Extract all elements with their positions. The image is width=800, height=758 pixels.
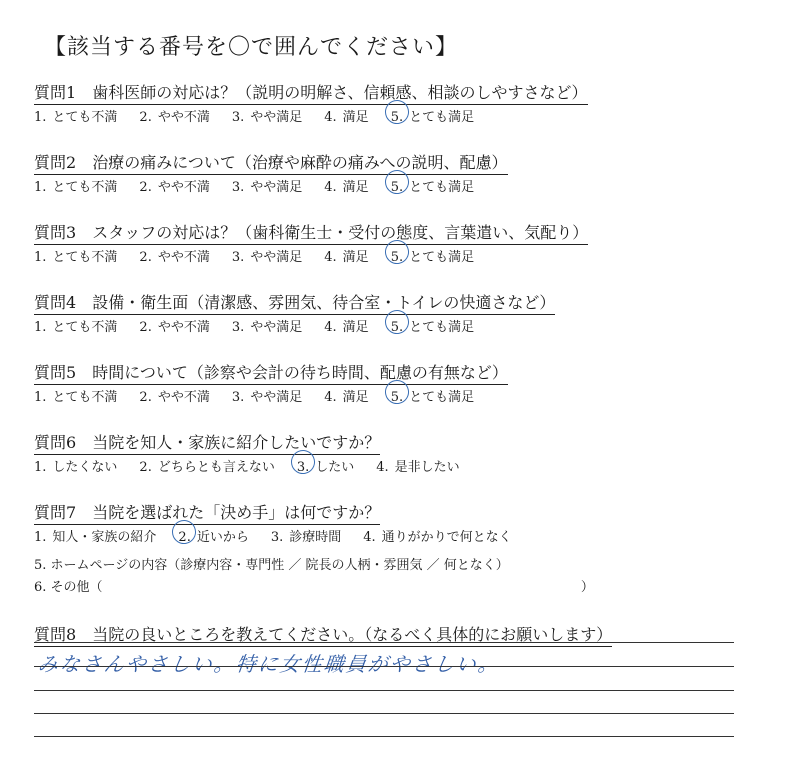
question-5-label: 質問5: [34, 363, 77, 382]
option-label: 是非したい: [394, 460, 460, 475]
option-number: 4.: [376, 460, 389, 475]
option-number: 5.: [390, 250, 404, 265]
option-number: 2.: [139, 390, 152, 405]
question-3-label: 質問3: [34, 223, 77, 242]
q7-option-3[interactable]: [271, 526, 341, 545]
q5-option-4[interactable]: [324, 386, 368, 405]
answer-line: [34, 713, 734, 714]
q5-option-3[interactable]: [232, 386, 302, 405]
q2-option-1[interactable]: [34, 176, 117, 195]
question-3-options: [34, 246, 496, 265]
option-label: やや不満: [157, 320, 210, 335]
option-label: 満足: [342, 250, 369, 265]
option-label: やや不満: [157, 250, 210, 265]
option-number: 2.: [139, 320, 152, 335]
q4-option-2[interactable]: [139, 316, 209, 335]
q1-option-5[interactable]: [391, 106, 474, 125]
q5-option-1[interactable]: [34, 386, 117, 405]
question-7-text: 当院を選ばれた「決め手」は何ですか？: [92, 503, 381, 522]
option-number: 1.: [34, 460, 47, 475]
question-7: [34, 500, 380, 525]
q7-option-6-label: 6. その他（: [34, 580, 103, 595]
option-label: とても満足: [409, 110, 475, 125]
option-label: どちらとも言えない: [157, 460, 275, 475]
q6-option-3[interactable]: [297, 456, 354, 475]
option-label: とても満足: [409, 390, 475, 405]
q2-option-5[interactable]: [391, 176, 474, 195]
q7-option-4[interactable]: [363, 526, 511, 545]
question-7-label: 質問7: [34, 503, 77, 522]
question-7-options: [34, 526, 534, 545]
q3-option-4[interactable]: [324, 246, 368, 265]
option-number: 1.: [34, 390, 47, 405]
option-label: とても不満: [52, 110, 118, 125]
option-number: 3.: [231, 250, 245, 265]
q7-option-1[interactable]: [34, 526, 156, 545]
option-label: やや満足: [250, 390, 303, 405]
option-label: とても満足: [409, 180, 475, 195]
option-label: やや不満: [157, 390, 210, 405]
option-number: 3.: [231, 320, 245, 335]
option-label: 満足: [342, 180, 369, 195]
option-number: 2.: [139, 460, 152, 475]
option-number: 5.: [390, 110, 404, 125]
question-4-label: 質問4: [34, 293, 77, 312]
option-number: 4.: [324, 390, 337, 405]
q5-option-5[interactable]: [391, 386, 474, 405]
option-label: したくない: [52, 460, 118, 475]
option-number: 2.: [139, 250, 152, 265]
q5-option-2[interactable]: [139, 386, 209, 405]
option-number: 3.: [231, 110, 245, 125]
option-label: したい: [315, 460, 355, 475]
option-number: 3.: [231, 390, 245, 405]
q3-option-3[interactable]: [232, 246, 302, 265]
option-label: とても不満: [52, 250, 118, 265]
question-8: [34, 622, 612, 647]
q1-option-1[interactable]: [34, 106, 117, 125]
q1-option-4[interactable]: [324, 106, 368, 125]
option-label: 満足: [342, 110, 369, 125]
q2-option-3[interactable]: [232, 176, 302, 195]
option-number: 5.: [390, 180, 404, 195]
q4-option-4[interactable]: [324, 316, 368, 335]
option-number: 1.: [34, 180, 47, 195]
question-2: [34, 150, 508, 175]
q7-option-6[interactable]: [34, 576, 594, 595]
option-label: やや満足: [250, 250, 303, 265]
q3-option-2[interactable]: [139, 246, 209, 265]
option-number: 4.: [324, 250, 337, 265]
question-4-options: [34, 316, 496, 335]
option-label: やや満足: [250, 180, 303, 195]
question-6-text: 当院を知人・家族に紹介したいですか？: [92, 433, 381, 452]
q2-option-2[interactable]: [139, 176, 209, 195]
question-3-text: スタッフの対応は？（歯科衛生士・受付の態度、言葉遣い、気配り）: [92, 223, 589, 242]
option-label: とても不満: [52, 390, 118, 405]
q8-handwritten-answer: みなさんやさしい。特に女性職員がやさしい。: [36, 652, 502, 676]
option-number: 1.: [34, 320, 47, 335]
q6-option-4[interactable]: [376, 456, 459, 475]
option-label: やや不満: [157, 180, 210, 195]
q1-option-3[interactable]: [232, 106, 302, 125]
option-label: やや満足: [250, 110, 303, 125]
question-1-label: 質問1: [34, 83, 77, 102]
option-label: とても満足: [409, 250, 475, 265]
question-4: [34, 290, 555, 315]
option-label: 満足: [342, 320, 369, 335]
q4-option-1[interactable]: [34, 316, 117, 335]
option-number: 1.: [34, 530, 47, 545]
question-5: [34, 360, 508, 385]
question-6-options: [34, 456, 482, 475]
q7-option-6-close: ）: [580, 580, 594, 595]
option-number: 4.: [324, 110, 337, 125]
question-6: [34, 430, 380, 455]
option-label: やや不満: [157, 110, 210, 125]
option-label: 近いから: [196, 530, 249, 545]
q4-option-3[interactable]: [232, 316, 302, 335]
option-label: やや満足: [250, 320, 303, 335]
option-label: 満足: [342, 390, 369, 405]
question-1: [34, 80, 588, 105]
question-1-options: [34, 106, 496, 125]
q2-option-4[interactable]: [324, 176, 368, 195]
option-label: とても満足: [409, 320, 475, 335]
option-number: 3.: [270, 530, 284, 545]
option-number: 5.: [390, 390, 404, 405]
option-number: 3.: [296, 460, 310, 475]
option-number: 4.: [324, 320, 337, 335]
question-3: [34, 220, 588, 245]
option-number: 2.: [139, 110, 152, 125]
q7-option-5[interactable]: 5. ホームページの内容（診療内容・専門性 ／ 院長の人柄・雰囲気 ／ 何となく）: [34, 558, 509, 573]
q7-option-2[interactable]: [178, 526, 248, 545]
question-2-text: 治療の痛みについて（治療や麻酔の痛みへの説明、配慮）: [92, 153, 508, 172]
option-label: 診療時間: [289, 530, 342, 545]
q6-option-2[interactable]: [139, 456, 274, 475]
q6-option-1[interactable]: [34, 456, 117, 475]
question-5-options: [34, 386, 496, 405]
question-2-label: 質問2: [34, 153, 77, 172]
answer-line: [34, 642, 734, 643]
option-label: とても不満: [52, 180, 118, 195]
option-number: 5.: [390, 320, 404, 335]
option-number: 1.: [34, 110, 47, 125]
option-number: 2.: [178, 530, 191, 545]
question-8-label: 質問8: [34, 625, 77, 644]
question-2-options: [34, 176, 496, 195]
option-number: 3.: [231, 180, 245, 195]
question-8-text: 当院の良いところを教えてください。（なるべく具体的にお願いします）: [92, 625, 613, 644]
q4-option-5[interactable]: [391, 316, 474, 335]
option-number: 1.: [34, 250, 47, 265]
option-number: 4.: [363, 530, 376, 545]
answer-line: [34, 666, 734, 667]
option-label: 通りがかりで何となく: [381, 530, 512, 545]
q3-option-5[interactable]: [391, 246, 474, 265]
question-1-text: 歯科医師の対応は？（説明の明解さ、信頼感、相談のしやすさなど）: [92, 83, 588, 102]
option-label: とても不満: [52, 320, 118, 335]
question-6-label: 質問6: [34, 433, 77, 452]
answer-line: [34, 736, 734, 737]
question-4-text: 設備・衛生面（清潔感、雰囲気、待合室・トイレの快適さなど）: [92, 293, 556, 312]
option-label: 知人・家族の紹介: [52, 530, 157, 545]
q1-option-2[interactable]: [139, 106, 209, 125]
option-number: 2.: [139, 180, 152, 195]
q3-option-1[interactable]: [34, 246, 117, 265]
question-5-text: 時間について（診察や会計の待ち時間、配慮の有無など）: [92, 363, 508, 382]
answer-line: [34, 690, 734, 691]
page-title: 【該当する番号を〇で囲んでください】: [44, 35, 459, 60]
option-number: 4.: [324, 180, 337, 195]
